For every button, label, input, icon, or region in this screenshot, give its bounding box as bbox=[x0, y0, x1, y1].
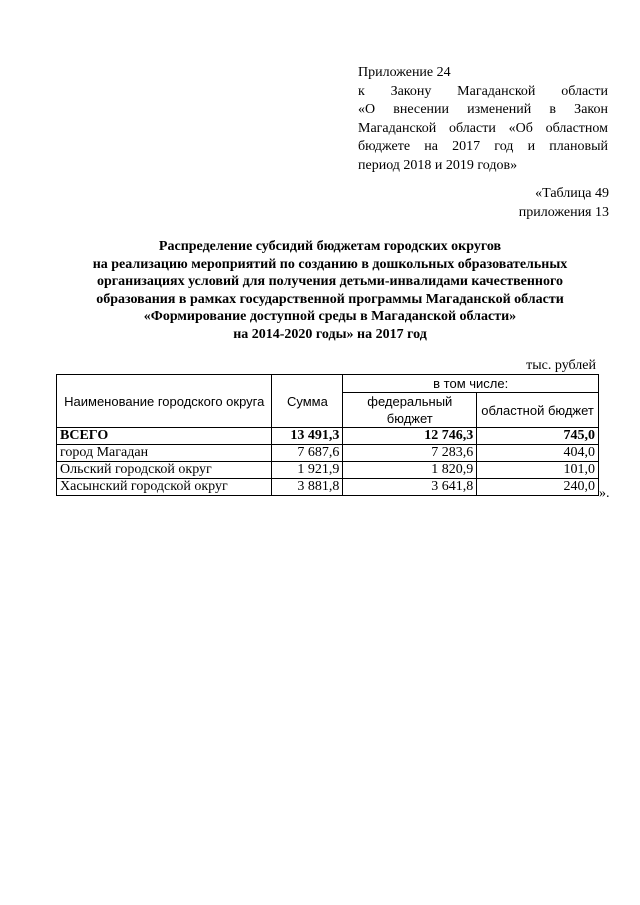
table-reference bbox=[519, 185, 609, 222]
unit-label: тыс. рублей bbox=[526, 358, 596, 373]
row-federal: 3 641,8 bbox=[343, 479, 477, 496]
header-sum: Сумма bbox=[272, 375, 343, 428]
appendix-line: период 2018 и 2019 годов» bbox=[358, 157, 518, 173]
appendix-line: «О внесении изменений в Закон bbox=[358, 102, 608, 117]
title-line: «Формирование доступной среды в Магаданской области» bbox=[143, 309, 517, 324]
appendix-line: бюджете на 2017 год и плановый bbox=[358, 139, 608, 154]
row-sum: 7 687,6 bbox=[272, 445, 343, 462]
row-regional: 404,0 bbox=[477, 445, 599, 462]
subsidy-table bbox=[56, 374, 599, 496]
row-sum: 13 491,3 bbox=[272, 428, 343, 445]
document-title bbox=[60, 238, 600, 343]
title-line: Распределение субсидий бюджетам городских округов bbox=[158, 239, 502, 254]
appendix-header bbox=[358, 64, 608, 175]
row-sum: 3 881,8 bbox=[272, 479, 343, 496]
row-regional: 745,0 bbox=[477, 428, 599, 445]
header-including: в том числе: bbox=[343, 375, 599, 393]
row-sum: 1 921,9 bbox=[272, 462, 343, 479]
table-ref-line: «Таблица 49 bbox=[535, 186, 609, 201]
header-federal: федеральный бюджет bbox=[343, 393, 477, 428]
row-name: Ольский городской округ bbox=[57, 462, 272, 479]
row-regional: 101,0 bbox=[477, 462, 599, 479]
appendix-line: к Закону Магаданской области bbox=[358, 83, 608, 99]
table-header-row bbox=[57, 375, 599, 393]
row-federal: 12 746,3 bbox=[343, 428, 477, 445]
appendix-line: Магаданской области «Об областном bbox=[358, 120, 608, 136]
header-regional: областной бюджет bbox=[477, 393, 599, 428]
title-line: на 2014-2020 годы» на 2017 год bbox=[233, 326, 427, 342]
closing-quote: ». bbox=[599, 486, 610, 501]
appendix-line: Приложение 24 bbox=[358, 65, 451, 80]
row-name: город Магадан bbox=[57, 445, 272, 462]
table-ref-line: приложения 13 bbox=[518, 204, 609, 220]
title-line: на реализацию мероприятий по созданию в дошкольных образовательных bbox=[92, 256, 568, 272]
title-line: организациях условий для получения детьми-инвалидами качественного bbox=[97, 274, 563, 289]
table-row bbox=[57, 479, 599, 496]
table-row bbox=[57, 445, 599, 462]
row-regional: 240,0 bbox=[477, 479, 599, 496]
row-federal: 7 283,6 bbox=[343, 445, 477, 462]
row-federal: 1 820,9 bbox=[343, 462, 477, 479]
title-line: образования в рамках государственной программы Магаданской области bbox=[96, 291, 564, 307]
header-name: Наименование городского округа bbox=[57, 375, 272, 428]
table-row-total bbox=[57, 428, 599, 445]
row-name: Хасынский городской округ bbox=[57, 479, 272, 496]
row-name: ВСЕГО bbox=[57, 428, 272, 445]
table-row bbox=[57, 462, 599, 479]
